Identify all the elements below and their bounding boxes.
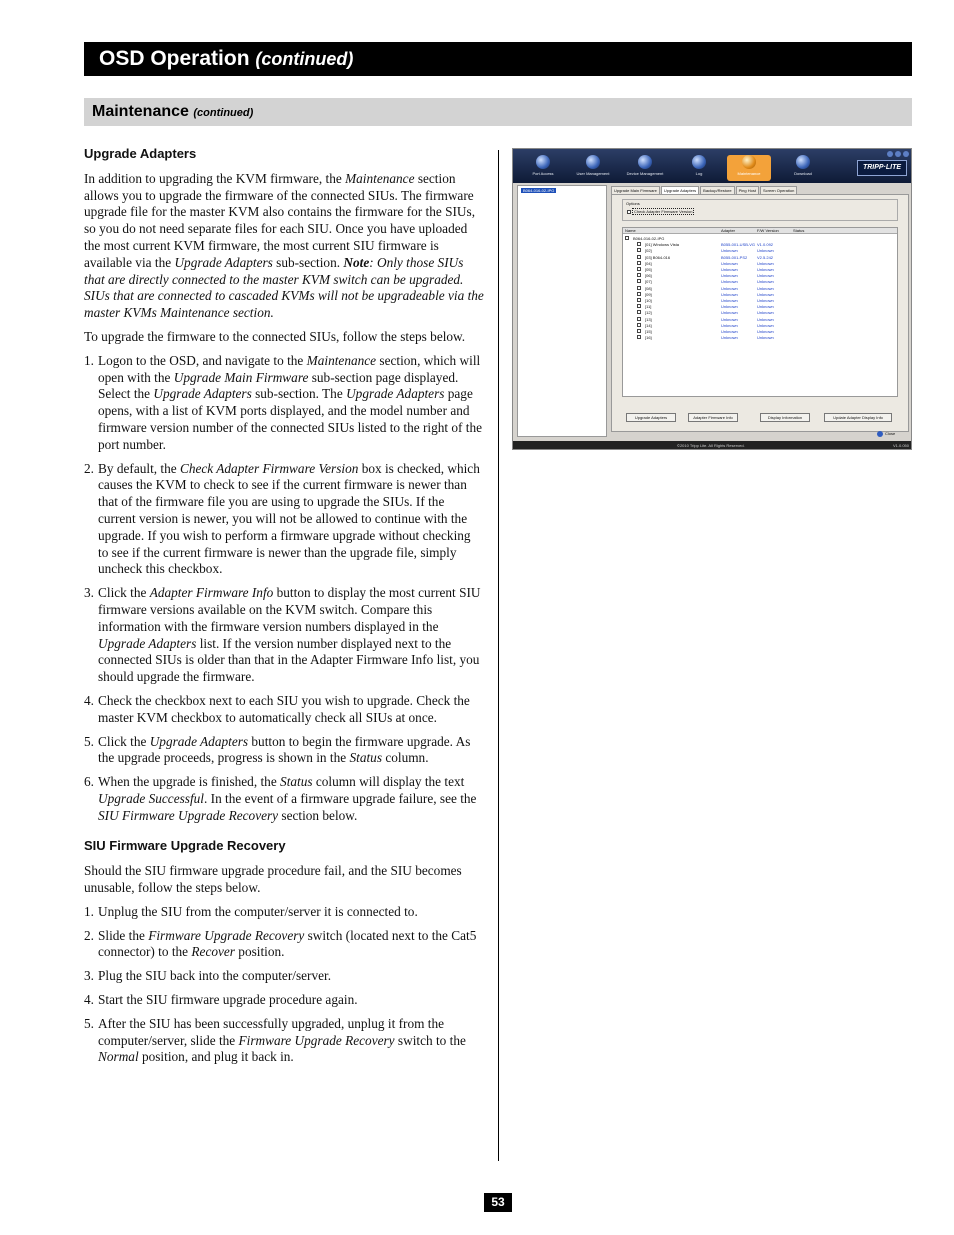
row-checkbox[interactable]: [637, 317, 641, 321]
check-adapter-fw-checkbox[interactable]: [627, 209, 694, 214]
step-number: 2.: [84, 927, 94, 943]
text: Maintenance: [306, 352, 377, 368]
table-row[interactable]: [623, 329, 897, 335]
row-fw-version: V2.5.242: [757, 254, 774, 260]
text: position.: [234, 944, 285, 960]
text: sub-section. The: [251, 386, 347, 402]
window-controls: [885, 151, 909, 158]
note-label: Note: [343, 254, 370, 270]
row-name: [07]: [645, 279, 652, 285]
step-number: 1.: [84, 903, 94, 919]
subsection-title: Maintenance: [92, 103, 189, 120]
text: list. If the version number displayed next to the connected SIUs is older than that in the Adapter Firmware Info list, you should upgrade the firmware.: [98, 635, 480, 685]
text: Maintenance: [345, 170, 415, 186]
step-number: 6.: [84, 774, 94, 790]
row-name: [06]: [645, 273, 652, 279]
step-number: 2.: [84, 460, 94, 476]
toolbar-label: Device Management: [626, 171, 664, 176]
row-name: [04]: [645, 260, 652, 266]
list-item: [84, 992, 484, 1009]
row-checkbox[interactable]: [637, 279, 641, 283]
upgrade-adapters-heading: Upgrade Adapters: [84, 146, 197, 161]
row-adapter: Unknown: [721, 285, 738, 291]
text: position, and plug it back in.: [138, 1049, 294, 1065]
row-adapter: Unknown: [721, 267, 738, 272]
row-name: [01] Windows Vista: [645, 242, 679, 248]
display-information-button[interactable]: Display Information: [760, 413, 810, 422]
text: page opens, with a list of KVM ports displayed, and the model number and firmware version number of the connected SIUs listed to the right of the port number.: [98, 386, 483, 452]
device-tree: [517, 185, 607, 437]
osd-status-bar: [513, 441, 912, 450]
row-name: [05]: [645, 267, 652, 272]
row-adapter: Unknown: [721, 279, 738, 285]
note-text: : Only those SIUs that are directly connected to the master KVM switch can be upgraded. SIUs that are connected to cascaded KVMs will not be upgradeable via the master KVMs Maintenance section.: [84, 254, 484, 321]
row-checkbox[interactable]: [637, 286, 641, 290]
intro-paragraph: [84, 171, 484, 322]
row-fw-version: Unknown: [757, 304, 774, 310]
table-row[interactable]: [623, 310, 897, 316]
list-item: [84, 353, 484, 454]
table-row[interactable]: [623, 255, 897, 261]
row-fw-version: Unknown: [757, 335, 774, 341]
column-adapter[interactable]: Adapter: [721, 228, 736, 233]
row-checkbox[interactable]: [637, 310, 641, 314]
text: Recover: [191, 944, 235, 960]
row-name: [09]: [645, 291, 652, 297]
list-item: [84, 693, 484, 727]
minimize-icon[interactable]: [895, 151, 901, 157]
table-row[interactable]: [623, 286, 897, 292]
row-name: [16]: [645, 335, 652, 341]
action-buttons: [622, 413, 898, 425]
row-adapter: Unknown: [721, 304, 738, 310]
row-name: [10]: [645, 298, 652, 303]
toolbar-log[interactable]: [677, 155, 721, 181]
text: button to begin the firmware upgrade. As the upgrade proceeds, progress is shown in the: [98, 733, 471, 766]
row-fw-version: V1.0.092: [757, 242, 774, 248]
upgrade-adapters-panel: [611, 194, 909, 432]
close-button[interactable]: [877, 431, 895, 437]
recovery-steps-list: [84, 904, 484, 1066]
text: . In the event of a firmware upgrade failure, see the: [204, 790, 477, 806]
row-adapter: B055-001-PS2: [721, 254, 748, 260]
row-checkbox[interactable]: [637, 292, 641, 296]
step-number: 4.: [84, 992, 94, 1008]
row-adapter: Unknown: [721, 335, 738, 341]
row-adapter: Unknown: [721, 310, 738, 316]
toolbar-port-access[interactable]: [521, 155, 565, 181]
table-row[interactable]: [623, 298, 897, 304]
list-item: [84, 461, 484, 579]
row-fw-version: Unknown: [757, 322, 774, 328]
log-icon: [692, 155, 706, 169]
text: Upgrade Adapters: [153, 386, 252, 402]
row-name: B064-016-02-IPG: [633, 236, 665, 241]
step-number: 4.: [84, 692, 94, 708]
update-adapter-display-info-button[interactable]: Update Adapter Display Info: [824, 413, 892, 422]
row-adapter: Unknown: [721, 329, 738, 334]
user-management-icon: [586, 155, 600, 169]
text: section below.: [278, 807, 358, 823]
row-fw-version: Unknown: [757, 248, 774, 254]
toolbar-device-management[interactable]: [623, 155, 667, 181]
text: SIU Firmware Upgrade Recovery: [98, 807, 279, 823]
options-group: [622, 199, 898, 221]
text: By default, the: [98, 460, 180, 476]
table-row[interactable]: [623, 292, 897, 298]
list-item: [84, 1016, 484, 1066]
close-label: Close: [885, 431, 896, 437]
row-checkbox[interactable]: [637, 267, 641, 271]
toolbar-label: User Management: [576, 171, 610, 176]
checkbox-label: Check Adapter Firmware Version: [634, 209, 693, 214]
version-text: V1.0.050: [892, 443, 909, 448]
row-checkbox[interactable]: [637, 335, 641, 339]
text: Click the: [98, 585, 150, 601]
text: Logon to the OSD, and navigate to the: [98, 352, 307, 368]
row-adapter: Unknown: [721, 316, 738, 322]
maintenance-icon: [742, 155, 756, 169]
list-item: [84, 734, 484, 768]
text: Start the SIU firmware upgrade procedure again.: [98, 992, 358, 1008]
tree-root-item[interactable]: B064-016-02-IPG: [523, 188, 555, 193]
port-access-icon: [536, 155, 550, 169]
row-fw-version: Unknown: [757, 298, 774, 303]
osd-toolbar: [513, 149, 912, 183]
row-adapter: Unknown: [721, 260, 738, 266]
text: Click the: [98, 733, 150, 749]
adapter-list: [622, 227, 898, 397]
row-fw-version: Unknown: [757, 279, 774, 285]
row-fw-version: Unknown: [757, 285, 774, 291]
tab-ping-host[interactable]: Ping Host: [736, 186, 759, 194]
close-window-icon[interactable]: [903, 151, 909, 157]
maintenance-tabs: [611, 186, 798, 194]
recovery-intro: Should the SIU firmware upgrade procedure fail, and the SIU becomes unusable, follow the steps below.: [84, 863, 462, 896]
table-row[interactable]: [623, 267, 897, 273]
text: Upgrade Adapters: [346, 386, 445, 402]
row-checkbox[interactable]: [637, 242, 641, 246]
text: switch to the: [394, 1032, 466, 1048]
text: Unplug the SIU from the computer/server it is connected to.: [98, 903, 418, 919]
device-management-icon: [638, 155, 652, 169]
close-icon: [877, 431, 883, 437]
table-row[interactable]: [623, 273, 897, 279]
tab-upgrade-adapters[interactable]: Upgrade Adapters: [661, 186, 699, 194]
row-fw-version: Unknown: [757, 329, 774, 334]
options-legend: Options: [626, 201, 640, 206]
list-header: [623, 228, 897, 234]
column-name[interactable]: Name: [625, 228, 636, 233]
toolbar-maintenance[interactable]: [727, 155, 771, 181]
row-adapter: Unknown: [721, 322, 738, 328]
row-checkbox[interactable]: [637, 323, 641, 327]
text: box is checked, which causes the KVM to check to see if the current firmware is newer than that of the firmware file you are using to upgrade the SIUs. If the current version is newer, you will not be allowed to continue with the upgrade. If you wish to perform a firmware upgrade without checking to see if the current firmware is newer than the upgrade file, simply uncheck this checkbox.: [98, 460, 480, 577]
step-number: 3.: [84, 968, 94, 984]
row-fw-version: Unknown: [757, 316, 774, 322]
table-row[interactable]: [623, 279, 897, 285]
list-item: [84, 928, 484, 962]
section-title-continued: (continued): [255, 49, 354, 69]
row-fw-version: Unknown: [757, 273, 774, 279]
text: Status: [349, 750, 382, 766]
text: sub-section.: [272, 254, 341, 270]
text: Upgrade Main Firmware: [173, 369, 309, 385]
text: Firmware Upgrade Recovery: [238, 1032, 395, 1048]
text: column will display the text: [312, 774, 465, 790]
list-item: [84, 904, 484, 921]
section-title: OSD Operation: [99, 47, 250, 70]
row-name: [14]: [645, 322, 652, 328]
osd-maintenance-screenshot: [512, 148, 912, 450]
table-row[interactable]: [623, 323, 897, 329]
text: Adapter Firmware Info: [149, 585, 274, 601]
step-number: 3.: [84, 585, 94, 601]
adapter-firmware-info-button[interactable]: Adapter Firmware Info: [688, 413, 738, 422]
subsection-header: [84, 98, 912, 126]
text: In addition to upgrading the KVM firmware, the: [84, 170, 346, 186]
row-adapter: B055-001-USB-VG: [721, 242, 756, 248]
row-adapter: Unknown: [721, 298, 738, 303]
tab-screen-operation[interactable]: Screen Operation: [760, 186, 797, 194]
row-checkbox[interactable]: [637, 304, 641, 308]
toolbar-label: Log: [695, 171, 703, 176]
table-row[interactable]: [623, 248, 897, 254]
text: Slide the: [98, 927, 149, 943]
column-status[interactable]: Status: [793, 228, 805, 233]
table-row[interactable]: [623, 236, 897, 242]
text: Upgrade Adapters: [98, 635, 197, 651]
text: Plug the SIU back into the computer/server.: [98, 968, 332, 984]
row-checkbox[interactable]: [637, 255, 641, 259]
text: column.: [382, 750, 429, 766]
checkbox-icon: [627, 210, 631, 214]
section-header: [84, 42, 912, 76]
copyright-text: ©2010 Tripp Lite. All Rights Reserved.: [677, 443, 745, 448]
row-fw-version: Unknown: [757, 310, 774, 316]
row-checkbox[interactable]: [637, 273, 641, 277]
row-name: [03] B064-016: [645, 254, 671, 260]
row-name: [02]: [645, 248, 652, 254]
toolbar-label: Port Access: [532, 171, 554, 176]
left-column: [84, 146, 484, 1073]
page-number: 53: [484, 1193, 512, 1212]
row-name: [13]: [645, 316, 652, 322]
row-checkbox[interactable]: [625, 236, 629, 240]
download-icon: [796, 155, 810, 169]
recovery-heading: SIU Firmware Upgrade Recovery: [84, 838, 286, 854]
row-checkbox[interactable]: [637, 298, 641, 302]
text: Normal: [98, 1049, 139, 1065]
step-number: 5.: [84, 1015, 94, 1031]
step-number: 1.: [84, 352, 94, 368]
row-fw-version: Unknown: [757, 260, 774, 266]
text: section allows you to upgrade the firmware of the connected SIUs. The firmware upgrade file for the master KVM also contains the firmware for the SIUs, so you do not need separate files for each SIU. Once you have uploaded the most current KVM firmware, the most current SIU firmware is available via the: [84, 170, 476, 270]
steps-intro: To upgrade the firmware to the connected SIUs, follow the steps below.: [84, 328, 466, 344]
toolbar-download[interactable]: [781, 155, 825, 181]
row-name: [12]: [645, 310, 652, 316]
text: Check the checkbox next to each SIU you wish to upgrade. Check the master KVM checkbox to automatically check all SIUs at once.: [98, 692, 470, 725]
row-fw-version: Unknown: [757, 291, 774, 297]
row-fw-version: Unknown: [757, 267, 774, 272]
list-item: [84, 968, 484, 985]
text: Check Adapter Firmware Version: [179, 460, 359, 476]
row-name: [08]: [645, 285, 652, 291]
text: When the upgrade is finished, the: [98, 774, 281, 790]
tab-backup-restore[interactable]: Backup/Restore: [700, 186, 734, 194]
toolbar-label: Download: [794, 171, 812, 176]
tab-upgrade-main-firmware[interactable]: Upgrade Main Firmware: [611, 186, 660, 194]
list-item: [84, 585, 484, 686]
text: Upgrade Adapters: [149, 733, 249, 749]
text: section, which will open with the: [98, 352, 481, 385]
upgrade-adapters-button[interactable]: Upgrade Adapters: [626, 413, 676, 422]
row-checkbox[interactable]: [637, 261, 641, 265]
text: Upgrade Adapters: [174, 254, 273, 270]
table-row[interactable]: [623, 304, 897, 310]
help-icon[interactable]: [887, 151, 893, 157]
text: After the SIU has been successfully upgraded, unplug it from the computer/server, slide the: [98, 1015, 444, 1048]
step-number: 5.: [84, 733, 94, 749]
row-adapter: Unknown: [721, 248, 738, 254]
tripp-lite-logo: TRIPP·LITE: [857, 160, 907, 176]
subsection-title-continued: (continued): [193, 107, 254, 119]
row-checkbox[interactable]: [637, 248, 641, 252]
row-name: [15]: [645, 329, 652, 334]
text: sub-section page displayed. Select the: [98, 369, 459, 402]
table-row[interactable]: [623, 317, 897, 323]
text: button to display the most current SIU firmware versions available on the KVM switch. Compare this information with the firmware version numbers displayed in the: [98, 585, 481, 634]
row-name: [11]: [645, 304, 652, 310]
table-row[interactable]: [623, 242, 897, 248]
text: Upgrade Successful: [98, 790, 204, 806]
row-adapter: Unknown: [721, 291, 738, 297]
toolbar-user-management[interactable]: [571, 155, 615, 181]
column-fw-version[interactable]: F/W Version: [757, 228, 779, 233]
text: Status: [280, 774, 313, 790]
text: Firmware Upgrade Recovery: [148, 927, 305, 943]
table-row[interactable]: [623, 261, 897, 267]
text: switch (located next to the Cat5 connector) to the: [98, 927, 477, 960]
upgrade-steps-list: [84, 353, 484, 825]
row-adapter: Unknown: [721, 273, 738, 279]
column-divider: [498, 150, 499, 1161]
toolbar-label: Maintenance: [737, 171, 761, 176]
list-item: [84, 774, 484, 824]
row-checkbox[interactable]: [637, 329, 641, 333]
table-row[interactable]: [623, 335, 897, 341]
